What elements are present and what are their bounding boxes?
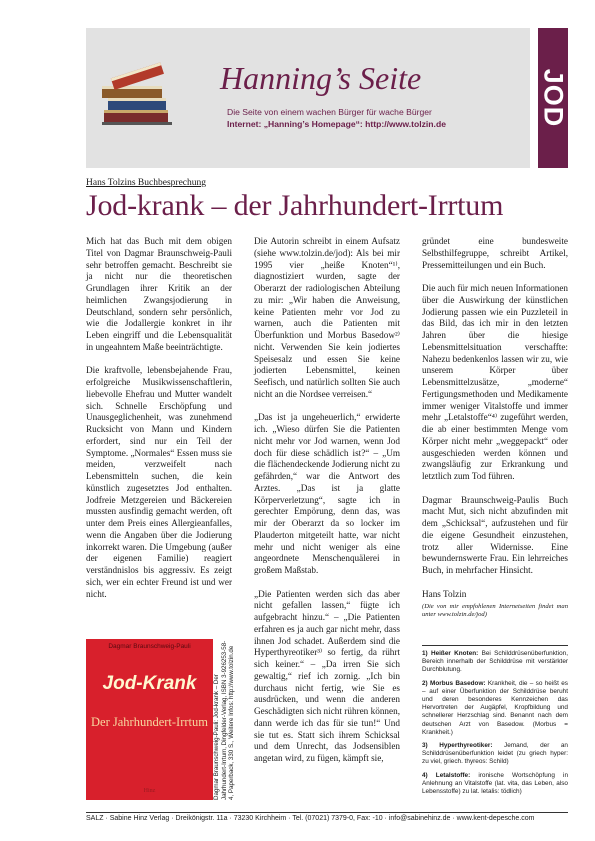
- article-column-3: [422, 236, 568, 619]
- book-cover-subtitle: Der Jahrhundert-Irrtum: [91, 715, 208, 729]
- paragraph: gründet eine bundesweite Selbsthilfegruppe, schreibt Artikel, Pressemitteilungen und ein Buch.: [422, 236, 568, 270]
- page-header: [86, 28, 530, 168]
- paragraph: Dagmar Braunschweig-Paulis Buch macht Mut, sich nicht abzufinden mit dem „Schicksal“, aufzustehen und für die eigene Gesundheit einzustehen, trotz aller Widernisse. Eine bewundernswerte Frau. Ein lehrreiches Buch, in mehrfacher Hinsicht.: [422, 494, 568, 575]
- paragraph: Die kraftvolle, lebensbejahende Frau, erfolgreiche Musikwissenschaftlerin, liebevolle Ehefrau und Mutter wandelt sich. Schnelle Erschöpfung und Unausgeglichenheit, was zunehmend Rucksicht von Mann und Kindern erfordert, sind nur ein Teil der Symptome. „Normales“ Essen muss sie meiden, verzweifelt nach Lebensmitteln suchen, die kein künstlich zugesetztes Jod enthalten. Jodfreie Metzgereien und Bäckereien mussten ausfindig gemacht werden, oft unter dem Preis eines Allergieanfalles, wenn die Angaben über die Jodierung inkorrekt waren. Die Umgebung (außer der eigenen Familie) reagiert verständnislos bis aggressiv. Es zeigt sich, wer ein echter Freund ist und wer nicht.: [86, 365, 232, 599]
- glossary-item: 2) Morbus Basedow: Krankheit, die – so heißt es – auf einer Überfunktion der Schilddrüse beruht und deren besonderes Kennzeichen das Hervortreten der Augäpfel, Kropfbildung und schnellerer Herzschlag sind. Benannt nach dem deutschen Arzt von Basedow. (Morbus = Krankheit.): [422, 679, 568, 736]
- glossary: [422, 650, 568, 801]
- author-note: (Die von mir empfohlenen Internetseiten findet man unter www.tolzin.de/jod): [422, 603, 568, 619]
- paragraph: Die auch für mich neuen Informationen über die Auswirkung der künstlichen Jodierung passen wie ein Puzzleteil in das Bild, das ich mir in den letzten Jahren über die hiesige Lebensmittelsituation verschaffte: Nahezu bedenkenlos lassen wir zu, wie unserem Körper über Lebensmittelzusätze, „moderne“ Fertigungsmethoden und Medikamente immer weniger Vitalstoffe und immer mehr „Letalstoffe“⁴⁾ zugeführt werden, die ab einer bestimmten Menge vom Körper nicht mehr „weggepackt“ oder ausgeschieden werden können und zwangsläufig zur Erkrankung und letztlich zum Tod führen.: [422, 283, 568, 481]
- article-column-2: [254, 236, 400, 777]
- review-label: Hans Tolzins Buchbesprechung: [86, 178, 206, 188]
- books-icon: [98, 58, 176, 130]
- page-footer: SALZ · Sabine Hinz Verlag · Dreikönigstr. 11a · 73230 Kirchheim · Tel. (07021) 7379-0, Fax: -10 · info@sabinehinz.de · www.kent-depesche.com: [86, 812, 568, 822]
- glossary-item: 1) Heißer Knoten: Bei Schilddrüsenüberfunktion, Bereich innerhalb der Schilddrüse mit verstärkter Durchblutung.: [422, 650, 568, 674]
- site-internet-link[interactable]: Internet: „Hanning’s Homepage“: http://www.tolzin.de: [227, 119, 446, 129]
- glossary-divider: [422, 645, 568, 646]
- glossary-item: 4) Letalstoffe: ironische Wortschöpfung in Anlehnung an Vitalstoffe (lat. vita, das Leben, also Lebensstoffe) zu lat. letalis: tödlich): [422, 771, 568, 796]
- article-title: Jod-krank – der Jahrhundert-Irrtum: [86, 189, 504, 222]
- paragraph: Die Autorin schreibt in einem Aufsatz (siehe www.tolzin.de/jod): Als bei mir 1995 vier „heiße Knoten“¹⁾, diagnostiziert wurden, sagte der Oberarzt der radiologischen Abteilung zu mir: „Wir haben die Anweisung, keine Patienten mehr vor Jod zu warnen, auch die Patienten mit Überfunktion und Morbus Basedow²⁾ nicht. Verwenden Sie kein jodiertes Speisesalz und essen Sie keine jodierten Lebensmittel, keinen Seefisch, und natürlich sollten Sie auch nicht an die Nordsee verreisen.“: [254, 236, 400, 399]
- site-title: Hanning’s Seite: [220, 60, 422, 96]
- article-column-1: [86, 236, 232, 612]
- section-tab: [538, 28, 568, 168]
- glossary-item: 3) Hyperthyreotiker: Jemand, der an Schilddrüsenüberfunktion leidet (zu griech hyper: zu viel, griech. thyreos: Schild): [422, 742, 568, 766]
- book-caption: Dagmar Braunschweig-Pauli: Jod-krank – Der Jahrhundert-Irrtum, Dingfelder-Verlag, ISBN 3-926253-58-4, Paperback, 330 S., Weitere Infos: http://www.tolzin.de: [213, 640, 235, 800]
- paragraph: Mich hat das Buch mit dem obigen Titel von Dagmar Braunschweig-Pauli sehr betroffen gemacht. Beschreibt sie ja nicht nur die theoretischen Grundlagen ihrer Kritik an der heimlichen Zwangsjodierung in Deutschland, sondern sehr persönlich, wie die Jodallergie konkret in ihr Leben eingriff und die Lebensqualität in ungeahntem Maße beeinträchtigte.: [86, 236, 232, 352]
- section-tab-label: JOD: [538, 68, 569, 128]
- book-cover-image: [86, 639, 213, 800]
- paragraph: „Die Patienten werden sich das aber nicht gefallen lassen,“ fügte ich aufgebracht hinzu.“ – „Die Patienten erfahren es ja auch gar nicht mehr, dass ihnen Jod schadet. Außerdem sind die Hyperthyreotiker³⁾ so fertig, da rührt sich keiner.“ – „Da irren Sie sich gewaltig,“ rief ich zornig. „Ich bin durchaus nicht fertig, wie Sie es ausdrücken, und wenn die anderen Geschädigten sich nicht rühren können, dann werde ich das für sie tun!“ Und sie tut es. Statt sich ihrem Schicksal und dem Unrecht, das Jodsensiblen angetan wird, zu fügen, kämpft sie,: [254, 588, 400, 763]
- book-cover-publisher: Hinz: [143, 788, 156, 794]
- book-cover-author: Dagmar Braunschweig-Pauli: [108, 643, 191, 650]
- article-author: Hans Tolzin: [422, 588, 467, 599]
- paragraph: „Das ist ja ungeheuerlich,“ erwiderte ich. „Wieso dürfen Sie die Patienten nicht mehr vor Jod warnen, wenn Jod doch für diese schädlich ist?“ – „Um die flächendeckende Jodierung nicht zu gefährden,“ war die Antwort des Arztes. „Das ist ja glatte Körperverletzung“, sagte ich in gerechter Empörung, denn das, was mir der Oberarzt da so locker im Plauderton mitgeteilt hatte, war nicht mehr und nicht weniger als eine angeordnete Menschenquälerei in großem Maßstab.: [254, 412, 400, 575]
- book-cover-title: Jod-Krank: [102, 673, 197, 694]
- site-subtitle: Die Seite von einem wachen Bürger für wache Bürger: [227, 107, 432, 117]
